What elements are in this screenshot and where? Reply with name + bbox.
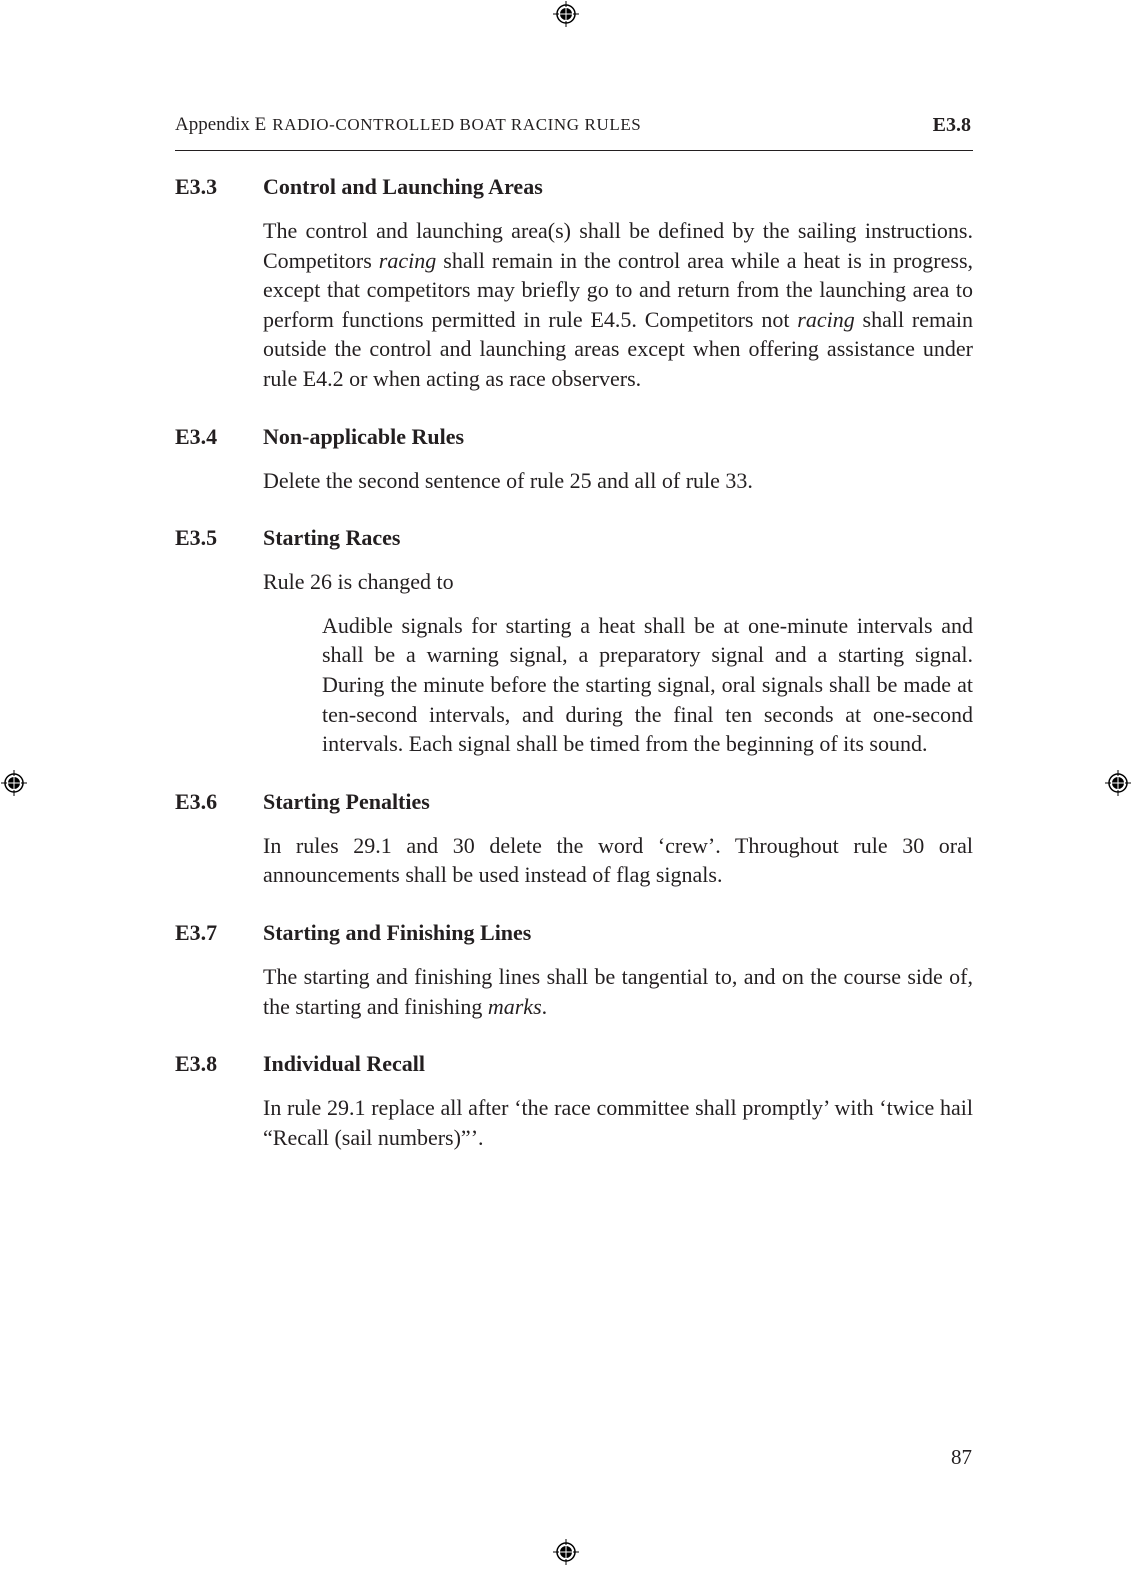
page-body bbox=[175, 172, 973, 1180]
section-paragraph: In rule 29.1 replace all after ‘the race committee shall promptly’ with ‘twice hail “Recall (sail numbers)”’. bbox=[263, 1095, 973, 1150]
section-heading bbox=[175, 787, 973, 817]
section-e3-8 bbox=[175, 1049, 973, 1152]
appendix-title: RADIO-CONTROLLED BOAT RACING RULES bbox=[272, 115, 642, 134]
section-heading bbox=[175, 1049, 973, 1079]
section-paragraph: In rules 29.1 and 30 delete the word ‘crew’. Throughout rule 30 oral announcements shall be used instead of flag signals. bbox=[263, 832, 973, 888]
section-heading bbox=[175, 172, 973, 202]
text-run: The starting and finishing lines shall be tangential to, and on the course side of, the starting and finishing bbox=[263, 963, 973, 1019]
section-heading bbox=[175, 918, 973, 948]
defined-term: racing bbox=[797, 306, 855, 332]
running-header bbox=[175, 114, 973, 151]
section-number: E3.7 bbox=[175, 919, 218, 945]
registration-mark-icon bbox=[553, 1, 579, 27]
text-run: shall remain outside the control and launching areas except when offering assistance under rule E4.2 or when acting as race observers. bbox=[263, 306, 973, 391]
defined-term: marks bbox=[487, 993, 542, 1019]
text-run: The control and launching area(s) shall be defined by the sailing instructions. Competitors bbox=[263, 218, 973, 273]
registration-mark-icon bbox=[1, 770, 27, 796]
quoted-rule-text: Audible signals for starting a heat shall be at one-minute intervals and shall be a warning signal, a preparatory signal and a starting signal. During the minute before the starting signal, oral signals shall be made at ten-second intervals, and during the final ten seconds at one-second intervals. Each signal shall be timed from the beginning of its sound. bbox=[322, 612, 973, 757]
section-heading bbox=[175, 422, 973, 452]
page-number: 87 bbox=[951, 1445, 972, 1469]
section-e3-4 bbox=[175, 422, 973, 496]
section-title: Starting Penalties bbox=[263, 788, 430, 814]
text-run: shall remain in the control area while a heat is in progress, except that competitors may briefly go to and return from the launching area to perform functions permitted in rule E4.5. Competitors not bbox=[263, 247, 974, 332]
section-title: Starting and Finishing Lines bbox=[263, 919, 532, 945]
section-title: Individual Recall bbox=[263, 1051, 425, 1077]
registration-mark-icon bbox=[553, 1539, 579, 1565]
section-e3-3 bbox=[175, 172, 973, 394]
section-number: E3.6 bbox=[175, 788, 218, 814]
section-e3-5 bbox=[175, 523, 973, 759]
section-paragraph: Rule 26 is changed to bbox=[263, 569, 454, 595]
section-number: E3.5 bbox=[175, 525, 218, 551]
section-paragraph bbox=[263, 962, 973, 1021]
section-title: Starting Races bbox=[263, 525, 401, 551]
header-title bbox=[175, 114, 641, 136]
section-e3-6 bbox=[175, 787, 973, 890]
section-title: Non-applicable Rules bbox=[263, 423, 465, 449]
section-heading bbox=[175, 523, 973, 553]
section-title: Control and Launching Areas bbox=[263, 174, 543, 199]
appendix-label: Appendix E bbox=[175, 114, 267, 135]
section-number: E3.8 bbox=[175, 1051, 218, 1077]
defined-term: racing bbox=[378, 247, 437, 273]
section-e3-7 bbox=[175, 918, 973, 1021]
text-run: . bbox=[541, 993, 548, 1019]
header-section-ref: E3.8 bbox=[932, 114, 971, 136]
section-paragraph: Delete the second sentence of rule 25 and all of rule 33. bbox=[263, 467, 753, 493]
section-number: E3.3 bbox=[175, 174, 218, 199]
registration-mark-icon bbox=[1105, 770, 1131, 796]
section-number: E3.4 bbox=[175, 423, 218, 449]
section-paragraph bbox=[263, 216, 973, 394]
